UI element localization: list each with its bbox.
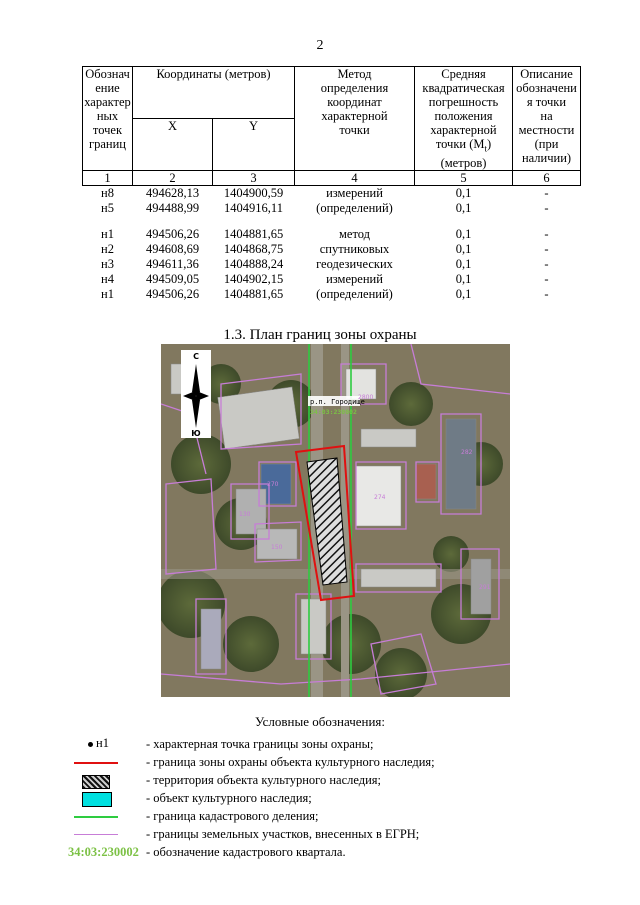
compass-south: Ю: [191, 429, 201, 438]
map-graphic: [161, 344, 510, 697]
settlement-label: р.п. Городище: [310, 398, 365, 406]
svg-text:150: 150: [271, 544, 283, 551]
header-description: Описание обозначени я точки на местности (при наличии): [513, 67, 581, 171]
red-line-icon: [68, 754, 124, 772]
table-row: н3 494611,36 1404888,24 0,1 -: [101, 257, 549, 271]
green-line-icon: [68, 808, 124, 826]
svg-text:274: 274: [374, 494, 386, 501]
header-x: X: [133, 118, 213, 170]
header-designation: Обознач ение характер ных точек границ: [83, 67, 133, 171]
kvartal-code: 34:03:230002: [68, 845, 139, 859]
compass-north: С: [193, 352, 199, 361]
legend-item-heritage-territory: - территория объекта культурного наследия;: [0, 772, 640, 790]
column-numbers-row: 1 2 3 4 5 6: [83, 170, 581, 185]
cyan-box-icon: [68, 790, 124, 808]
table-row: н4 494509,05 1404902,15 0,1 -: [101, 272, 549, 286]
legend-title: Условные обозначения:: [254, 714, 386, 729]
header-coordinates: Координаты (метров): [133, 67, 295, 119]
legend-item-point: н1 - характерная точка границы зоны охраны;: [0, 736, 640, 754]
violet-line-icon: [68, 826, 124, 844]
table-row: н1 494506,26 1404881,65 0,1 -: [101, 287, 549, 301]
svg-text:282: 282: [461, 449, 473, 456]
table-row: н1 494506,26 1404881,65 метод спутниковых геодезических измерений (определений) 0,1 -: [101, 226, 549, 301]
svg-text:2800: 2800: [358, 394, 374, 401]
svg-text:270: 270: [267, 481, 279, 488]
table-row: н5 494488,99 1404916,11 (определений) 0,1 -: [101, 201, 549, 215]
svg-text:130: 130: [239, 511, 251, 518]
point-symbol-icon: н1: [68, 736, 124, 754]
aerial-map: [161, 344, 510, 697]
legend-item-land-parcels: - границы земельных участков, внесенных в ЕГРН;: [0, 826, 640, 844]
legend-item-heritage-object: - объект культурного наследия;: [0, 790, 640, 808]
header-method: Метод определения координат характерной точки: [295, 67, 415, 171]
hatched-area-icon: [68, 772, 124, 790]
table-row: н8 494628,13 1404900,59 измерений 0,1 -: [101, 186, 549, 200]
legend-item-kvartal: 34:03:230002 - обозначение кадастрового квартала.: [68, 845, 346, 859]
table-row: н2 494608,69 1404868,75 0,1 -: [101, 242, 549, 256]
svg-text:291: 291: [479, 584, 491, 591]
compass: [181, 350, 211, 438]
plan-title: 1.3. План границ зоны охраны: [223, 327, 417, 343]
method-cell: метод спутниковых геодезических измерений (определений): [316, 226, 393, 301]
legend-item-cadastral-division: - граница кадастрового деления;: [0, 808, 640, 826]
page-number: 2: [316, 38, 324, 53]
kvartal-label: 34:03:230002: [310, 408, 357, 416]
coordinates-table: [82, 66, 581, 302]
header-error: Средняя квадратическая погрешность положения характерной точки $(M_t)$ (метров): [415, 67, 513, 171]
legend-item-protection-zone: - граница зоны охраны объекта культурного наследия;: [0, 754, 640, 772]
header-y: Y: [213, 118, 295, 170]
